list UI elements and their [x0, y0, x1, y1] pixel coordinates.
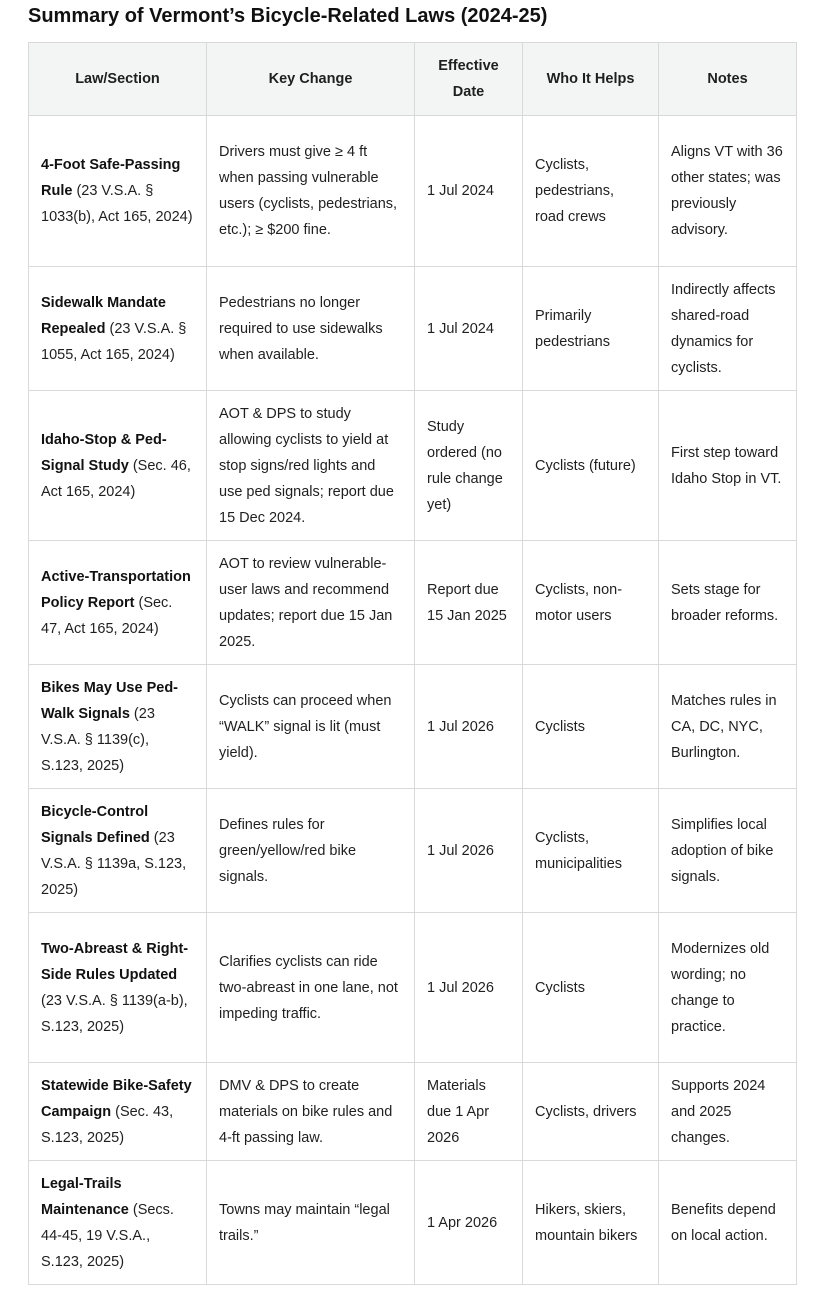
key-change-cell: AOT & DPS to study allowing cyclists to yield at stop signs/red lights and use ped signals; report due 15 Dec 2024. — [207, 391, 415, 541]
header-key-change: Key Change — [207, 43, 415, 116]
key-change-cell: Cyclists can proceed when “WALK” signal is lit (must yield). — [207, 665, 415, 789]
law-citation: (23 V.S.A. § 1139(c), S.123, 2025) — [41, 705, 155, 774]
table-row — [29, 1161, 797, 1285]
effective-date-cell: 1 Jul 2024 — [415, 267, 523, 391]
law-cell — [29, 391, 207, 541]
who-it-helps-cell: Cyclists (future) — [523, 391, 659, 541]
table-row — [29, 541, 797, 665]
header-effective-date: Effective Date — [415, 43, 523, 116]
key-change-cell: Defines rules for green/yellow/red bike signals. — [207, 789, 415, 913]
law-name: Bicycle-Control Signals Defined — [41, 803, 150, 846]
key-change-cell: Towns may maintain “legal trails.” — [207, 1161, 415, 1285]
law-cell — [29, 913, 207, 1063]
law-cell — [29, 116, 207, 267]
law-citation: (23 V.S.A. § 1139a, S.123, 2025) — [41, 829, 187, 898]
who-it-helps-cell: Cyclists, pedestrians, road crews — [523, 116, 659, 267]
table-row — [29, 913, 797, 1063]
header-law-section: Law/Section — [29, 43, 207, 116]
header-notes: Notes — [659, 43, 797, 116]
notes-cell: Supports 2024 and 2025 changes. — [659, 1063, 797, 1161]
effective-date-cell: Report due 15 Jan 2025 — [415, 541, 523, 665]
page-title: Summary of Vermont’s Bicycle-Related Laws (2024-25) — [28, 5, 548, 27]
notes-cell: Benefits depend on local action. — [659, 1161, 797, 1285]
notes-cell: Matches rules in CA, DC, NYC, Burlington. — [659, 665, 797, 789]
who-it-helps-cell: Primarily pedestrians — [523, 267, 659, 391]
law-name: Active-Transportation Policy Report — [41, 568, 191, 611]
table-row — [29, 1063, 797, 1161]
law-citation: (Secs. 44-45, 19 V.S.A., S.123, 2025) — [41, 1201, 174, 1270]
who-it-helps-cell: Cyclists — [523, 913, 659, 1063]
law-citation: (Sec. 46, Act 165, 2024) — [41, 457, 191, 500]
who-it-helps-cell: Hikers, skiers, mountain bikers — [523, 1161, 659, 1285]
key-change-cell: Clarifies cyclists can ride two-abreast in one lane, not impeding traffic. — [207, 913, 415, 1063]
effective-date-cell: Materials due 1 Apr 2026 — [415, 1063, 523, 1161]
notes-cell: Modernizes old wording; no change to practice. — [659, 913, 797, 1063]
law-cell — [29, 789, 207, 913]
law-citation: (Sec. 43, S.123, 2025) — [41, 1103, 174, 1146]
law-cell — [29, 1063, 207, 1161]
effective-date-cell: 1 Jul 2024 — [415, 116, 523, 267]
law-citation: (23 V.S.A. § 1033(b), Act 165, 2024) — [41, 183, 193, 225]
table-row — [29, 267, 797, 391]
effective-date-cell: 1 Jul 2026 — [415, 665, 523, 789]
table-row — [29, 391, 797, 541]
law-cell — [29, 1161, 207, 1285]
notes-cell: First step toward Idaho Stop in VT. — [659, 391, 797, 541]
key-change-cell: DMV & DPS to create materials on bike rules and 4-ft passing law. — [207, 1063, 415, 1161]
effective-date-cell: Study ordered (no rule change yet) — [415, 391, 523, 541]
law-cell — [29, 541, 207, 665]
who-it-helps-cell: Cyclists, municipalities — [523, 789, 659, 913]
law-name: Legal-Trails Maintenance — [41, 1175, 129, 1218]
law-citation: (23 V.S.A. § 1055, Act 165, 2024) — [41, 320, 187, 363]
table-header-row — [29, 43, 797, 116]
law-citation: (Sec. 47, Act 165, 2024) — [41, 594, 173, 637]
law-name: Two-Abreast & Right-Side Rules Updated — [41, 940, 189, 983]
notes-cell: Indirectly affects shared-road dynamics for cyclists. — [659, 267, 797, 391]
law-name: Statewide Bike-Safety Campaign — [41, 1077, 192, 1120]
key-change-cell: Drivers must give ≥ 4 ft when passing vulnerable users (cyclists, pedestrians, etc.); ≥ $200 fine. — [207, 116, 415, 267]
table-row — [29, 789, 797, 913]
laws-table — [28, 42, 797, 1285]
law-name: Sidewalk Mandate Repealed — [41, 294, 166, 337]
effective-date-cell: 1 Jul 2026 — [415, 913, 523, 1063]
key-change-cell: AOT to review vulnerable-user laws and recommend updates; report due 15 Jan 2025. — [207, 541, 415, 665]
who-it-helps-cell: Cyclists — [523, 665, 659, 789]
header-who-it-helps: Who It Helps — [523, 43, 659, 116]
effective-date-cell: 1 Apr 2026 — [415, 1161, 523, 1285]
table-row — [29, 116, 797, 267]
effective-date-cell: 1 Jul 2026 — [415, 789, 523, 913]
law-cell — [29, 665, 207, 789]
law-name: Bikes May Use Ped-Walk Signals — [41, 679, 179, 722]
law-citation: (23 V.S.A. § 1139(a-b), S.123, 2025) — [41, 992, 188, 1035]
law-cell — [29, 267, 207, 391]
who-it-helps-cell: Cyclists, drivers — [523, 1063, 659, 1161]
who-it-helps-cell: Cyclists, non-motor users — [523, 541, 659, 665]
law-name: Idaho-Stop & Ped-Signal Study — [41, 431, 167, 474]
table-row — [29, 665, 797, 789]
law-name: 4-Foot Safe-Passing Rule — [41, 157, 181, 199]
notes-cell: Simplifies local adoption of bike signals. — [659, 789, 797, 913]
notes-cell: Aligns VT with 36 other states; was previously advisory. — [659, 116, 797, 267]
key-change-cell: Pedestrians no longer required to use sidewalks when available. — [207, 267, 415, 391]
notes-cell: Sets stage for broader reforms. — [659, 541, 797, 665]
